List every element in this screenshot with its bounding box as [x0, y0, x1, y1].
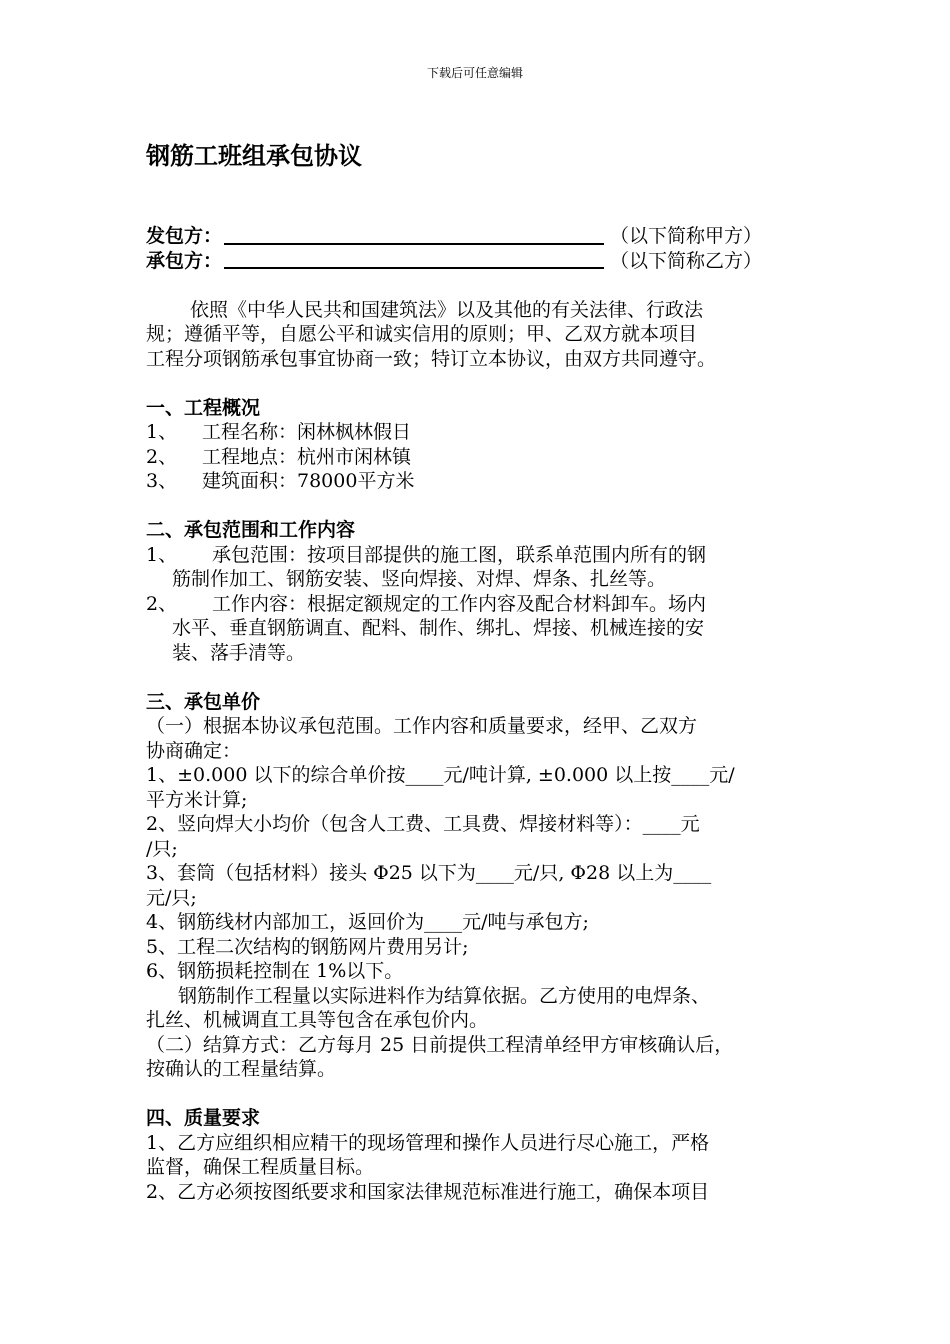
- item-number: 1、: [146, 421, 178, 443]
- item-text: 建筑面积：78000平方米: [202, 470, 415, 492]
- section-heading: 三、承包单价: [146, 690, 261, 713]
- paragraph-line: 按确认的工程量结算。: [146, 1058, 337, 1080]
- item-number: 2、: [146, 592, 178, 615]
- item-continuation: 装、落手清等。: [172, 641, 306, 664]
- paragraph-line: 监督，确保工程质量目标。: [146, 1156, 375, 1178]
- party-row-contractor: [146, 249, 811, 274]
- price-item: 1、±0.000 以下的综合单价按____元/吨计算, ±0.000 以上按____元/: [146, 764, 735, 786]
- party-suffix: （以下简称甲方）: [610, 225, 763, 247]
- section-unit-price: [146, 690, 811, 1082]
- list-item: [146, 445, 811, 470]
- party-row-employer: [146, 224, 811, 249]
- price-item: /只;: [146, 837, 178, 860]
- item-text: 工程地点：杭州市闲林镇: [202, 445, 412, 468]
- price-item: 元/只;: [146, 886, 197, 909]
- item-text: 承包范围：按项目部提供的施工图，联系单范围内所有的钢: [212, 543, 707, 566]
- document-title: 钢筋工班组承包协议: [146, 142, 362, 170]
- item-text: 工程名称：闲林枫林假日: [202, 421, 412, 443]
- item-number: 1、: [146, 543, 178, 566]
- section-quality: [146, 1106, 811, 1204]
- fill-in-blank[interactable]: [224, 249, 604, 269]
- intro-paragraph: [146, 298, 811, 372]
- paragraph-line: 规；遵循平等，自愿公平和诚实信用的原则；甲、乙双方就本项目: [146, 323, 698, 345]
- party-label: 承包方：: [146, 249, 223, 272]
- price-item: 6、钢筋损耗控制在 1%以下。: [146, 960, 404, 982]
- list-item: [146, 420, 811, 445]
- item-text: 工作内容：根据定额规定的工作内容及配合材料卸车。场内: [212, 592, 707, 615]
- header-note: 下载后可任意编辑: [426, 66, 523, 80]
- item-continuation: 筋制作加工、钢筋安装、竖向焊接、对焊、焊条、扎丝等。: [172, 568, 667, 590]
- paragraph-line: 钢筋制作工程量以实际进料作为结算依据。乙方使用的电焊条、: [178, 984, 711, 1007]
- paragraph-line: 依照《中华人民共和国建筑法》以及其他的有关法律、行政法: [190, 298, 704, 321]
- price-item: 3、套筒（包括材料）接头 Φ25 以下为____元/只, Φ28 以上为____: [146, 862, 712, 884]
- party-suffix: （以下简称乙方）: [610, 249, 763, 272]
- price-item: 平方米计算;: [146, 788, 248, 811]
- paragraph-line: 工程分项钢筋承包事宜协商一致；特订立本协议，由双方共同遵守。: [146, 347, 717, 370]
- item-continuation: 水平、垂直钢筋调直、配料、制作、绑扎、焊接、机械连接的安: [172, 617, 705, 639]
- party-label: 发包方：: [146, 225, 223, 247]
- price-item: 4、钢筋线材内部加工，返回价为____元/吨与承包方;: [146, 911, 589, 933]
- paragraph-line: （一）根据本协议承包范围。工作内容和质量要求，经甲、乙双方: [146, 715, 698, 737]
- price-item: 2、竖向焊大小均价（包含人工费、工具费、焊接材料等）：____元: [146, 813, 700, 835]
- section-scope: [146, 518, 811, 665]
- paragraph-line: 协商确定：: [146, 739, 242, 762]
- item-number: 2、: [146, 445, 178, 468]
- document-body: [146, 224, 811, 1204]
- fill-in-blank[interactable]: [224, 225, 604, 245]
- list-item: [146, 543, 811, 568]
- paragraph-line: 扎丝、机械调直工具等包含在承包价内。: [146, 1009, 489, 1031]
- list-item: [146, 469, 811, 494]
- item-number: 3、: [146, 470, 178, 492]
- paragraph-line: （二）结算方式：乙方每月 25 日前提供工程清单经甲方审核确认后，: [146, 1033, 734, 1056]
- paragraph-line: 1、乙方应组织相应精干的现场管理和操作人员进行尽心施工，严格: [146, 1131, 710, 1154]
- section-heading: 二、承包范围和工作内容: [146, 519, 356, 541]
- paragraph-line: 2、乙方必须按图纸要求和国家法律规范标准进行施工，确保本项目: [146, 1180, 710, 1203]
- section-overview: [146, 396, 811, 494]
- price-item: 5、工程二次结构的钢筋网片费用另计;: [146, 935, 469, 958]
- section-heading: 一、工程概况: [146, 396, 261, 419]
- section-heading: 四、质量要求: [146, 1107, 261, 1129]
- list-item: [146, 592, 811, 617]
